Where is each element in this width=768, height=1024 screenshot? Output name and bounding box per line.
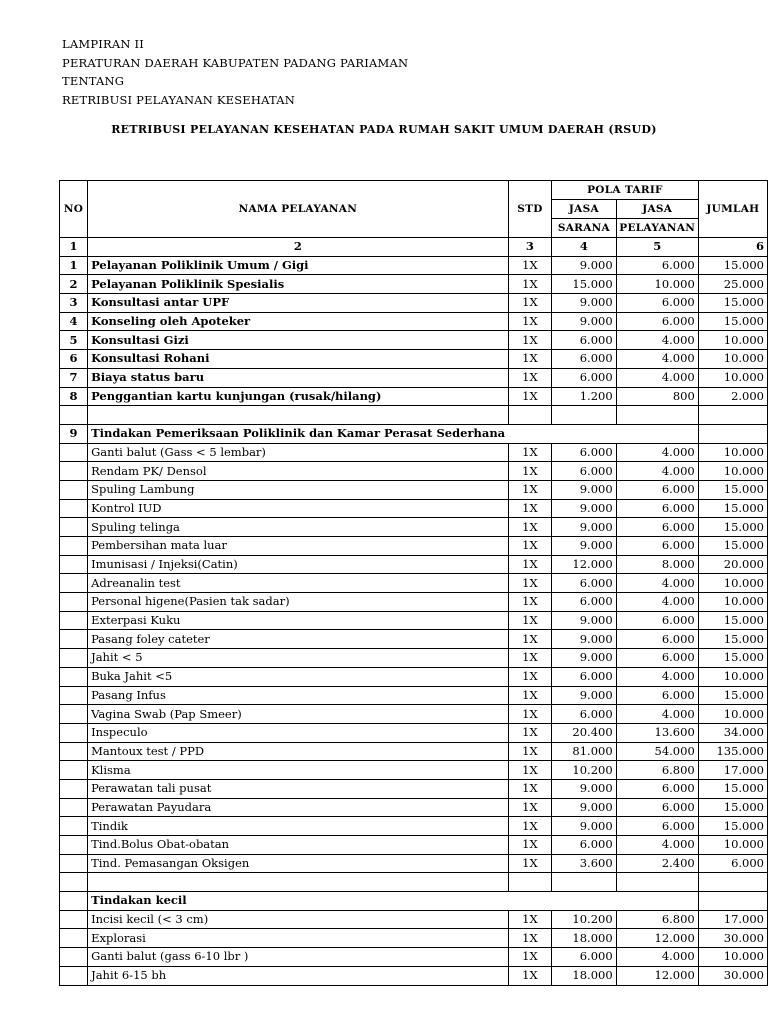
row-number <box>60 537 88 556</box>
service-name: Spuling telinga <box>88 518 509 537</box>
blank-cell <box>508 873 552 892</box>
row-number <box>60 910 88 929</box>
table-row <box>60 761 768 780</box>
jasa-pelayanan-value: 6.000 <box>616 798 698 817</box>
jasa-sarana-value: 9.000 <box>552 480 616 499</box>
table-row <box>60 387 768 406</box>
column-number-row <box>60 238 768 257</box>
row-number <box>60 686 88 705</box>
column-number: 1 <box>60 238 88 257</box>
service-name: Adreanalin test <box>88 574 509 593</box>
jasa-pelayanan-value: 10.000 <box>616 275 698 294</box>
jasa-sarana-value: 6.000 <box>552 462 616 481</box>
jasa-sarana-value: 9.000 <box>552 779 616 798</box>
jumlah-value: 15.000 <box>698 817 767 836</box>
row-number <box>60 593 88 612</box>
jumlah-value: 10.000 <box>698 443 767 462</box>
jasa-sarana-value: 9.000 <box>552 630 616 649</box>
jasa-pelayanan-value: 6.000 <box>616 256 698 275</box>
section-title: Tindakan kecil <box>88 892 509 911</box>
row-number <box>60 929 88 948</box>
table-row <box>60 910 768 929</box>
row-number <box>60 742 88 761</box>
table-row <box>60 443 768 462</box>
service-name: Mantoux test / PPD <box>88 742 509 761</box>
blank-cell <box>616 406 698 425</box>
table-row <box>60 555 768 574</box>
service-name: Inspeculo <box>88 723 509 742</box>
std-value: 1X <box>508 574 552 593</box>
table-row <box>60 649 768 668</box>
column-number: 3 <box>508 238 552 257</box>
header-line-retribusi: RETRIBUSI PELAYANAN KESEHATAN <box>62 92 296 107</box>
jasa-sarana-value: 9.000 <box>552 499 616 518</box>
jasa-sarana-value: 9.000 <box>552 798 616 817</box>
section-filler <box>552 892 616 911</box>
jasa-sarana-value: 6.000 <box>552 948 616 967</box>
std-value: 1X <box>508 499 552 518</box>
jasa-sarana-value: 20.400 <box>552 723 616 742</box>
jumlah-value: 2.000 <box>698 387 767 406</box>
service-name: Personal higene(Pasien tak sadar) <box>88 593 509 612</box>
header-pelayanan: PELAYANAN <box>616 219 698 238</box>
jumlah-value: 10.000 <box>698 368 767 387</box>
jumlah-value: 10.000 <box>698 593 767 612</box>
table-row <box>60 667 768 686</box>
jasa-pelayanan-value: 6.800 <box>616 761 698 780</box>
row-number: 2 <box>60 275 88 294</box>
service-name: Jahit 6-15 bh <box>88 966 509 985</box>
table-row <box>60 350 768 369</box>
jasa-pelayanan-value: 6.000 <box>616 779 698 798</box>
jasa-sarana-value: 10.200 <box>552 910 616 929</box>
section-filler <box>508 424 552 443</box>
service-name: Tind.Bolus Obat-obatan <box>88 836 509 855</box>
jasa-pelayanan-value: 6.000 <box>616 294 698 313</box>
section-title: Tindakan Pemeriksaan Poliklinik dan Kamar Perasat Sederhana <box>88 424 509 443</box>
row-number: 8 <box>60 387 88 406</box>
jasa-pelayanan-value: 4.000 <box>616 350 698 369</box>
std-value: 1X <box>508 686 552 705</box>
table-row <box>60 948 768 967</box>
jasa-sarana-value: 6.000 <box>552 667 616 686</box>
std-value: 1X <box>508 910 552 929</box>
std-value: 1X <box>508 667 552 686</box>
jumlah-value: 15.000 <box>698 686 767 705</box>
row-number <box>60 948 88 967</box>
tariff-table <box>59 180 768 986</box>
header-jasa-sarana-top: JASA <box>552 200 616 219</box>
table-row <box>60 537 768 556</box>
tariff-table-body <box>60 238 768 986</box>
jumlah-value: 17.000 <box>698 761 767 780</box>
jasa-sarana-value: 18.000 <box>552 929 616 948</box>
jasa-sarana-value: 6.000 <box>552 350 616 369</box>
service-name: Buka Jahit <5 <box>88 667 509 686</box>
row-number: 5 <box>60 331 88 350</box>
jumlah-value: 34.000 <box>698 723 767 742</box>
table-row <box>60 966 768 985</box>
table-row <box>60 480 768 499</box>
jasa-pelayanan-value: 800 <box>616 387 698 406</box>
std-value: 1X <box>508 798 552 817</box>
row-number <box>60 761 88 780</box>
jumlah-value: 17.000 <box>698 910 767 929</box>
row-number <box>60 798 88 817</box>
jumlah-value: 15.000 <box>698 312 767 331</box>
blank-cell <box>60 406 88 425</box>
table-row <box>60 817 768 836</box>
blank-cell <box>698 406 767 425</box>
jumlah-value: 10.000 <box>698 331 767 350</box>
jasa-pelayanan-value: 6.000 <box>616 630 698 649</box>
service-name: Incisi kecil (< 3 cm) <box>88 910 509 929</box>
table-row <box>60 518 768 537</box>
blank-row <box>60 406 768 425</box>
jasa-pelayanan-value: 8.000 <box>616 555 698 574</box>
jasa-sarana-value: 9.000 <box>552 686 616 705</box>
service-name: Explorasi <box>88 929 509 948</box>
jumlah-value: 25.000 <box>698 275 767 294</box>
service-name: Tindik <box>88 817 509 836</box>
service-name: Pelayanan Poliklinik Umum / Gigi <box>88 256 509 275</box>
jumlah-value: 10.000 <box>698 574 767 593</box>
std-value: 1X <box>508 742 552 761</box>
std-value: 1X <box>508 518 552 537</box>
table-row <box>60 836 768 855</box>
jasa-pelayanan-value: 6.000 <box>616 518 698 537</box>
jasa-pelayanan-value: 12.000 <box>616 929 698 948</box>
row-number <box>60 966 88 985</box>
row-number: 6 <box>60 350 88 369</box>
column-number: 2 <box>88 238 509 257</box>
jasa-sarana-value: 6.000 <box>552 443 616 462</box>
jumlah-value: 30.000 <box>698 966 767 985</box>
row-number <box>60 574 88 593</box>
std-value: 1X <box>508 836 552 855</box>
std-value: 1X <box>508 312 552 331</box>
jumlah-value: 15.000 <box>698 256 767 275</box>
std-value: 1X <box>508 948 552 967</box>
std-value: 1X <box>508 462 552 481</box>
jasa-sarana-value: 6.000 <box>552 331 616 350</box>
jasa-sarana-value: 12.000 <box>552 555 616 574</box>
jasa-pelayanan-value: 6.800 <box>616 910 698 929</box>
jasa-sarana-value: 6.000 <box>552 368 616 387</box>
service-name: Pasang Infus <box>88 686 509 705</box>
jasa-pelayanan-value: 6.000 <box>616 312 698 331</box>
jasa-pelayanan-value: 6.000 <box>616 649 698 668</box>
jasa-sarana-value: 9.000 <box>552 817 616 836</box>
service-name: Rendam PK/ Densol <box>88 462 509 481</box>
jasa-pelayanan-value: 6.000 <box>616 480 698 499</box>
jasa-pelayanan-value: 54.000 <box>616 742 698 761</box>
table-row <box>60 294 768 313</box>
blank-cell <box>88 873 509 892</box>
std-value: 1X <box>508 929 552 948</box>
jumlah-value: 15.000 <box>698 611 767 630</box>
table-row <box>60 275 768 294</box>
row-number: 4 <box>60 312 88 331</box>
row-number: 9 <box>60 424 88 443</box>
row-number <box>60 854 88 873</box>
table-row <box>60 929 768 948</box>
jasa-sarana-value: 9.000 <box>552 649 616 668</box>
std-value: 1X <box>508 275 552 294</box>
jumlah-value: 15.000 <box>698 518 767 537</box>
jasa-pelayanan-value: 6.000 <box>616 499 698 518</box>
jasa-pelayanan-value: 6.000 <box>616 537 698 556</box>
std-value: 1X <box>508 256 552 275</box>
jasa-pelayanan-value: 4.000 <box>616 836 698 855</box>
jumlah-value: 10.000 <box>698 462 767 481</box>
jumlah-value: 15.000 <box>698 779 767 798</box>
table-row <box>60 462 768 481</box>
jasa-sarana-value: 9.000 <box>552 518 616 537</box>
jasa-pelayanan-value: 6.000 <box>616 817 698 836</box>
row-number <box>60 555 88 574</box>
jumlah-value: 10.000 <box>698 836 767 855</box>
blank-cell <box>616 873 698 892</box>
jasa-pelayanan-value: 13.600 <box>616 723 698 742</box>
std-value: 1X <box>508 387 552 406</box>
blank-cell <box>698 873 767 892</box>
jumlah-value: 15.000 <box>698 649 767 668</box>
header-line-peraturan: PERATURAN DAERAH KABUPATEN PADANG PARIAMAN <box>62 55 409 70</box>
service-name: Kontrol IUD <box>88 499 509 518</box>
subsection-row <box>60 892 768 911</box>
std-value: 1X <box>508 649 552 668</box>
row-number <box>60 518 88 537</box>
blank-cell <box>508 406 552 425</box>
section-filler <box>698 892 767 911</box>
std-value: 1X <box>508 368 552 387</box>
std-value: 1X <box>508 555 552 574</box>
service-name: Spuling Lambung <box>88 480 509 499</box>
jasa-sarana-value: 15.000 <box>552 275 616 294</box>
jumlah-value: 15.000 <box>698 798 767 817</box>
column-number: 4 <box>552 238 616 257</box>
jasa-sarana-value: 6.000 <box>552 836 616 855</box>
jasa-pelayanan-value: 4.000 <box>616 593 698 612</box>
jasa-sarana-value: 9.000 <box>552 294 616 313</box>
header-no: NO <box>60 181 88 238</box>
std-value: 1X <box>508 537 552 556</box>
jasa-pelayanan-value: 4.000 <box>616 667 698 686</box>
blank-cell <box>88 406 509 425</box>
table-row <box>60 630 768 649</box>
table-row <box>60 312 768 331</box>
jumlah-value: 30.000 <box>698 929 767 948</box>
std-value: 1X <box>508 331 552 350</box>
service-name: Konsultasi Rohani <box>88 350 509 369</box>
service-name: Biaya status baru <box>88 368 509 387</box>
blank-cell <box>552 406 616 425</box>
table-row <box>60 854 768 873</box>
jasa-pelayanan-value: 6.000 <box>616 611 698 630</box>
service-name: Jahit < 5 <box>88 649 509 668</box>
table-row <box>60 798 768 817</box>
jasa-sarana-value: 6.000 <box>552 593 616 612</box>
document-title: RETRIBUSI PELAYANAN KESEHATAN PADA RUMAH SAKIT UMUM DAERAH (RSUD) <box>111 123 657 136</box>
table-row <box>60 368 768 387</box>
blank-cell <box>552 873 616 892</box>
jasa-pelayanan-value: 4.000 <box>616 705 698 724</box>
std-value: 1X <box>508 480 552 499</box>
service-name: Pasang foley cateter <box>88 630 509 649</box>
jumlah-value: 10.000 <box>698 350 767 369</box>
jumlah-value: 10.000 <box>698 948 767 967</box>
row-number <box>60 705 88 724</box>
jumlah-value: 135.000 <box>698 742 767 761</box>
service-name: Perawatan Payudara <box>88 798 509 817</box>
jasa-sarana-value: 9.000 <box>552 611 616 630</box>
row-number: 7 <box>60 368 88 387</box>
jasa-sarana-value: 3.600 <box>552 854 616 873</box>
jasa-pelayanan-value: 4.000 <box>616 331 698 350</box>
row-number <box>60 817 88 836</box>
table-row <box>60 742 768 761</box>
service-name: Ganti balut (gass 6-10 lbr ) <box>88 948 509 967</box>
column-number: 5 <box>616 238 698 257</box>
section-filler <box>508 892 552 911</box>
jasa-pelayanan-value: 4.000 <box>616 462 698 481</box>
table-row <box>60 574 768 593</box>
row-number <box>60 836 88 855</box>
std-value: 1X <box>508 443 552 462</box>
section-filler <box>552 424 616 443</box>
service-name: Exterpasi Kuku <box>88 611 509 630</box>
service-name: Vagina Swab (Pap Smeer) <box>88 705 509 724</box>
header-line-tentang: TENTANG <box>62 74 125 88</box>
jumlah-value: 15.000 <box>698 480 767 499</box>
header-std: STD <box>508 181 552 238</box>
row-number <box>60 630 88 649</box>
section-filler <box>698 424 767 443</box>
row-number: 1 <box>60 256 88 275</box>
table-row <box>60 686 768 705</box>
row-number <box>60 779 88 798</box>
jasa-sarana-value: 9.000 <box>552 256 616 275</box>
std-value: 1X <box>508 705 552 724</box>
table-row <box>60 779 768 798</box>
jasa-pelayanan-value: 4.000 <box>616 574 698 593</box>
std-value: 1X <box>508 593 552 612</box>
header-sarana: SARANA <box>552 219 616 238</box>
section-filler <box>616 424 698 443</box>
service-name: Klisma <box>88 761 509 780</box>
header-nama-pelayanan: NAMA PELAYANAN <box>88 181 509 238</box>
row-number <box>60 723 88 742</box>
header-jumlah: JUMLAH <box>698 181 767 238</box>
service-name: Imunisasi / Injeksi(Catin) <box>88 555 509 574</box>
jasa-sarana-value: 6.000 <box>552 705 616 724</box>
jasa-pelayanan-value: 4.000 <box>616 368 698 387</box>
table-row <box>60 611 768 630</box>
header-line-lampiran: LAMPIRAN II <box>62 37 144 51</box>
std-value: 1X <box>508 761 552 780</box>
jasa-sarana-value: 9.000 <box>552 537 616 556</box>
row-number <box>60 649 88 668</box>
row-number <box>60 667 88 686</box>
jasa-sarana-value: 81.000 <box>552 742 616 761</box>
std-value: 1X <box>508 779 552 798</box>
jasa-pelayanan-value: 12.000 <box>616 966 698 985</box>
std-value: 1X <box>508 723 552 742</box>
jasa-sarana-value: 9.000 <box>552 312 616 331</box>
table-row <box>60 499 768 518</box>
row-number <box>60 443 88 462</box>
service-name: Konsultasi Gizi <box>88 331 509 350</box>
service-name: Konsultasi antar UPF <box>88 294 509 313</box>
service-name: Pembersihan mata luar <box>88 537 509 556</box>
jumlah-value: 10.000 <box>698 667 767 686</box>
jasa-sarana-value: 1.200 <box>552 387 616 406</box>
jumlah-value: 15.000 <box>698 294 767 313</box>
jasa-pelayanan-value: 6.000 <box>616 686 698 705</box>
section-filler <box>616 892 698 911</box>
std-value: 1X <box>508 611 552 630</box>
header-jasa-pelayanan-top: JASA <box>616 200 698 219</box>
row-number: 3 <box>60 294 88 313</box>
jumlah-value: 15.000 <box>698 630 767 649</box>
service-name: Tind. Pemasangan Oksigen <box>88 854 509 873</box>
blank-row <box>60 873 768 892</box>
jumlah-value: 10.000 <box>698 705 767 724</box>
jasa-sarana-value: 10.200 <box>552 761 616 780</box>
table-row <box>60 331 768 350</box>
row-number <box>60 611 88 630</box>
row-number <box>60 499 88 518</box>
std-value: 1X <box>508 350 552 369</box>
service-name: Ganti balut (Gass < 5 lembar) <box>88 443 509 462</box>
header-pola-tarif: POLA TARIF <box>552 181 699 200</box>
row-number <box>60 462 88 481</box>
jasa-sarana-value: 18.000 <box>552 966 616 985</box>
row-number <box>60 892 88 911</box>
service-name: Konseling oleh Apoteker <box>88 312 509 331</box>
std-value: 1X <box>508 630 552 649</box>
jasa-pelayanan-value: 4.000 <box>616 948 698 967</box>
jasa-sarana-value: 6.000 <box>552 574 616 593</box>
column-number: 6 <box>698 238 767 257</box>
table-row <box>60 256 768 275</box>
document-header <box>62 35 408 109</box>
jumlah-value: 6.000 <box>698 854 767 873</box>
service-name: Perawatan tali pusat <box>88 779 509 798</box>
jumlah-value: 15.000 <box>698 537 767 556</box>
blank-cell <box>60 873 88 892</box>
table-row <box>60 593 768 612</box>
jumlah-value: 20.000 <box>698 555 767 574</box>
jumlah-value: 15.000 <box>698 499 767 518</box>
service-name: Pelayanan Poliklinik Spesialis <box>88 275 509 294</box>
std-value: 1X <box>508 854 552 873</box>
table-row <box>60 705 768 724</box>
service-name: Penggantian kartu kunjungan (rusak/hilang) <box>88 387 509 406</box>
std-value: 1X <box>508 294 552 313</box>
jasa-pelayanan-value: 4.000 <box>616 443 698 462</box>
std-value: 1X <box>508 966 552 985</box>
jasa-pelayanan-value: 2.400 <box>616 854 698 873</box>
row-number <box>60 480 88 499</box>
std-value: 1X <box>508 817 552 836</box>
section-row <box>60 424 768 443</box>
table-row <box>60 723 768 742</box>
